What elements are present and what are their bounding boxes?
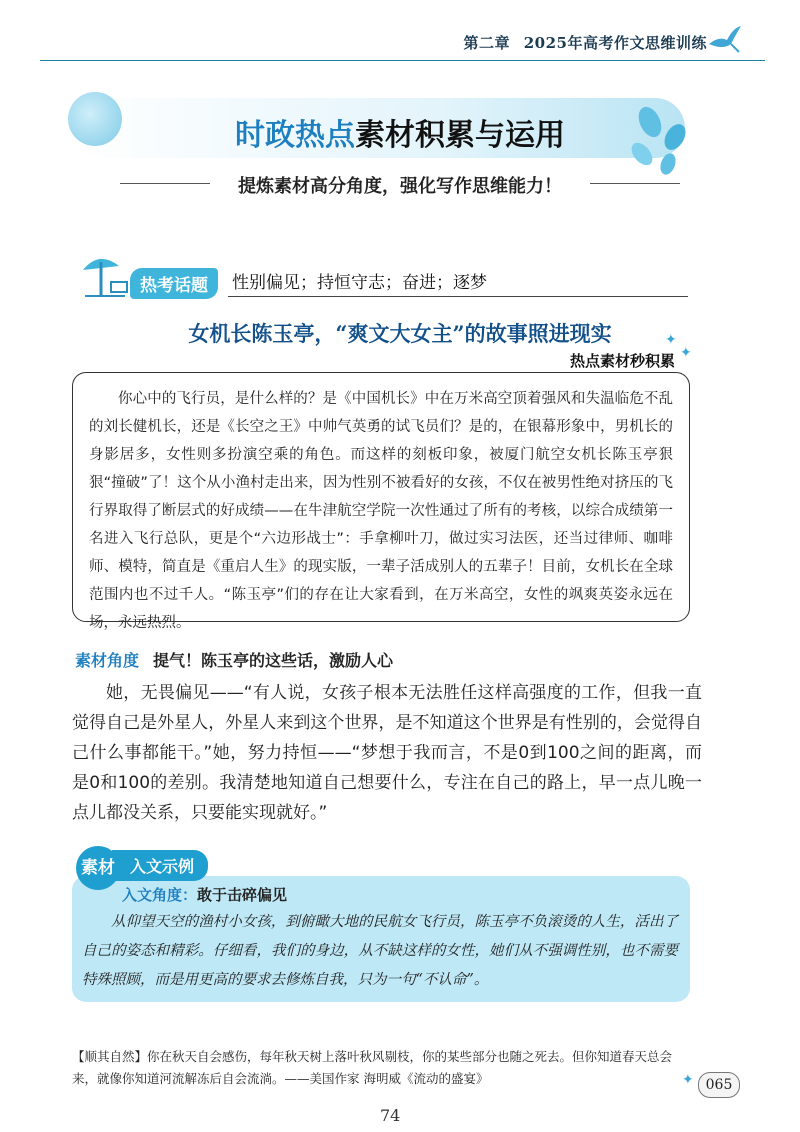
header-rule <box>40 60 765 61</box>
banner-decoration <box>68 92 122 146</box>
page-badge: 065 <box>698 1072 740 1098</box>
topic-keywords: 性别偏见；持恒守志；奋进；逐梦 <box>232 273 487 293</box>
page-title: 时政热点素材积累与运用 <box>235 118 565 153</box>
material-angle-heading <box>75 648 393 671</box>
chapter-label: 第二章 <box>463 34 511 52</box>
sparkle-icon: ✦ <box>665 332 677 348</box>
article-paragraph: 你心中的飞行员，是什么样的？是《中国机长》中在万米高空顶着强风和失温临危不乱的刘长健机长，还是《长空之王》中帅气英勇的试飞员们？是的，在银幕形象中，男机长的身影居多，女性则多扮演空乘的角色。而这样的刻板印象，被厦门航空女机长陈玉亭狠狠“撞破”了！这个从小渔村走出来，因为性别不被看好的女孩，不仅在被男性绝对挤压的飞行界取得了断层式的好成绩——在牛津航空学院一次性通过了所有的考核，以综合成绩第一名进入飞行总队，更是个“六边形战士”：手拿柳叶刀，做过实习法医，还当过律师、咖啡师、模特，简直是《重启人生》的现实版，一辈子活成别人的五辈子！目前，女机长在全球范围内也不过千人。“陈玉亭”们的存在让大家看到，在万米高空，女性的飒爽英姿永远在场，永远热烈。 <box>89 391 673 631</box>
example-paragraph: 从仰望天空的渔村小女孩，到俯瞰大地的民航女飞行员，陈玉亭不负滚烫的人生，活出了自己的姿态和精彩。仔细看，我们的身边，从不缺这样的女性，她们从不强调性别，也不需要特殊照顾，而是用更高的要求去修炼自我，只为一句“不认命”。 <box>82 914 678 988</box>
material-angle-body <box>72 678 702 828</box>
topic-tag: 热考话题 <box>130 268 218 299</box>
hot-material-label: 热点素材秒积累 <box>570 352 676 370</box>
chapter-header <box>464 32 716 53</box>
footer-quote: 【顺其自然】你在秋天自会感伤，每年秋天树上落叶秋风剔枝，你的某些部分也随之死去。但你知道春天总会来，就像你知道河流解冻后自会流淌。——美国作家 海明威《流动的盛宴》 <box>72 1049 673 1086</box>
example-tab: 入文示例 <box>112 850 208 881</box>
sparkle-icon: ✦ <box>682 1072 694 1088</box>
example-angle-label: 入文角度： <box>122 886 198 904</box>
sparkle-icon: ✦ <box>680 345 692 361</box>
article-box <box>72 372 690 631</box>
topic-rule <box>228 296 688 297</box>
material-angle-paragraph: 她，无畏偏见——“有人说，女孩子根本无法胜任这样高强度的工作，但我一直觉得自己是外星人，外星人来到这个世界，是不知道这个世界是有性别的，会觉得自己什么事都能干。”她，努力持恒——“梦想于我而言，不是0到100之间的距离，而是0和100的差别。我清楚地知道自己想要什么，专注在自己的路上，早一点儿晚一点儿都没关系，只要能实现就好。” <box>72 683 702 823</box>
example-badge: 素材 <box>76 846 120 890</box>
page-number: 74 <box>380 1106 401 1125</box>
article-title: 女机长陈玉亭，“爽文大女主”的故事照进现实 <box>188 321 612 346</box>
subtitle-rule-right <box>590 183 680 184</box>
example-angle-text: 敢于击碎偏见 <box>197 886 288 904</box>
material-angle-title: 提气！陈玉亭的这些话，激励人心 <box>153 651 394 670</box>
page-subtitle: 提炼素材高分角度，强化写作思维能力！ <box>238 176 562 197</box>
bird-icon <box>705 18 745 58</box>
example-body <box>82 908 678 995</box>
book-title: 2025年高考作文思维训练 <box>523 34 707 52</box>
example-angle <box>122 884 287 905</box>
material-angle-label: 素材角度 <box>75 651 140 670</box>
beach-umbrella-icon <box>75 248 135 300</box>
